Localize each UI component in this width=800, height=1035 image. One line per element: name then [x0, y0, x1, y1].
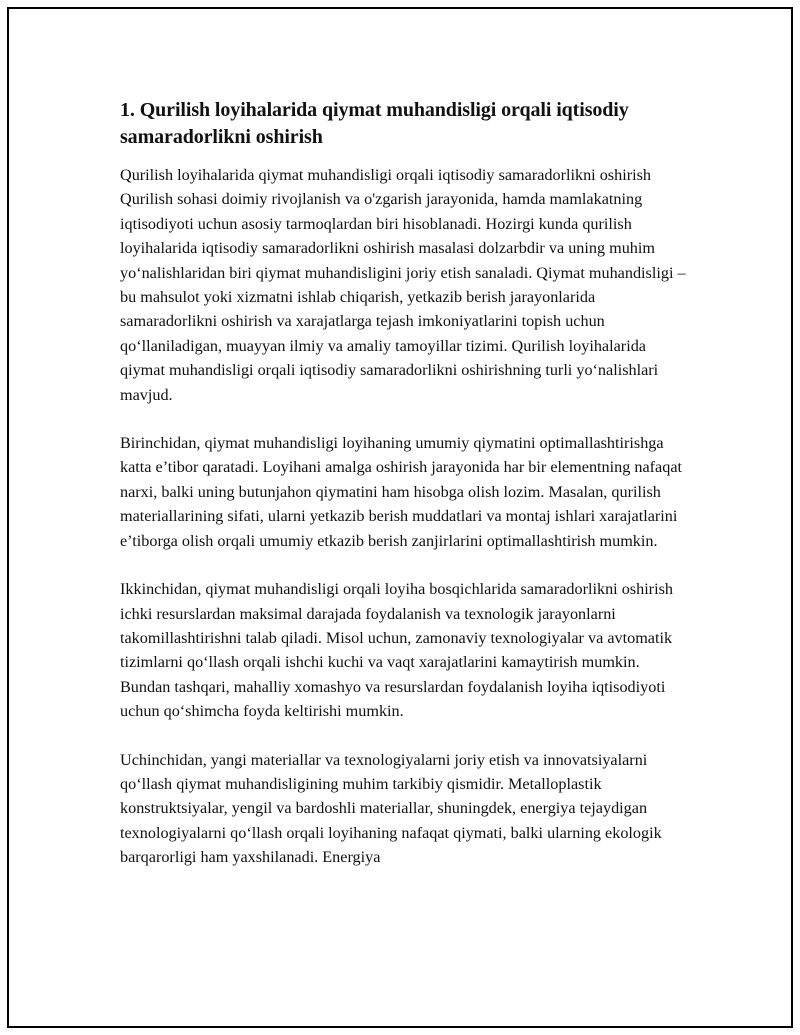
document-page: [7, 7, 793, 1028]
paragraph-first-point: Birinchidan, qiymat muhandisligi loyihaning umumiy qiymatini optimallashtirishga katta e’tibor qaratadi. Loyihani amalga oshirish jarayonida har bir elementning nafaqat narxi, balki uning butunjahon qiymatini ham hisobga olish lozim. Masalan, qurilish materiallarining sifati, ularni yetkazib berish muddatlari va montaj ishlari xarajatlarini e’tiborga olish orqali umumiy etkazib berish zanjirlarini optimallashtirish mumkin.: [120, 434, 683, 550]
paragraph-intro: Qurilish loyihalarida qiymat muhandisligi orqali iqtisodiy samaradorlikni oshirish Qurilish sohasi doimiy rivojlanish va o'zgarish jarayonida, hamda mamlakatning iqtisodiyoti uchun asosiy tarmoqlardan biri hisoblanadi. Hozirgi kunda qurilish loyihalarida iqtisodiy samaradorlikni oshirish masalasi dolzarbdir va uning muhim yo‘nalishlaridan biri qiymat muhandisligini joriy etish sanaladi. Qiymat muhandisligi – bu mahsulot yoki xizmatni ishlab chiqarish, yetkazib berish jarayonlarida samaradorlikni oshirish va xarajatlarga tejash imkoniyatlarini topish uchun qo‘llaniladigan, muayyan ilmiy va amaliy tamoyillar tizimi. Qurilish loyihalarida qiymat muhandisligi orqali iqtisodiy samaradorlikni oshirishning turli yo‘nalishlari mavjud.: [120, 166, 686, 404]
paragraph-second-point: Ikkinchidan, qiymat muhandisligi orqali loyiha bosqichlarida samaradorlikni oshirish ichki resurslardan maksimal darajada foydalanish va texnologik jarayonlarni takomillashtirishni talab qiladi. Misol uchun, zamonaviy texnologiyalar va avtomatik tizimlarni qo‘llash orqali ishchi kuchi va vaqt xarajatlarini kamaytirish mumkin. Bundan tashqari, mahalliy xomashyo va resurslardan foydalanish loyiha iqtisodiyoti uchun qo‘shimcha foyda keltirishi mumkin.: [120, 580, 673, 721]
document-body: [120, 97, 692, 894]
paragraph-third-point: Uchinchidan, yangi materiallar va texnologiyalarni joriy etish va innovatsiyalarni qo‘llash qiymat muhandisligining muhim tarkibiy qismidir. Metalloplastik konstruktsiyalar, yengil va bardoshli materiallar, shuningdek, energiya tejaydigan texnologiyalarni qo‘llash orqali loyihaning nafaqat qiymati, balki ularning ekologik barqarorligi ham yaxshilanadi. Energiya: [120, 750, 662, 867]
section-heading: 1. Qurilish loyihalarida qiymat muhandisligi orqali iqtisodiy samaradorlikni oshirish: [120, 99, 629, 148]
